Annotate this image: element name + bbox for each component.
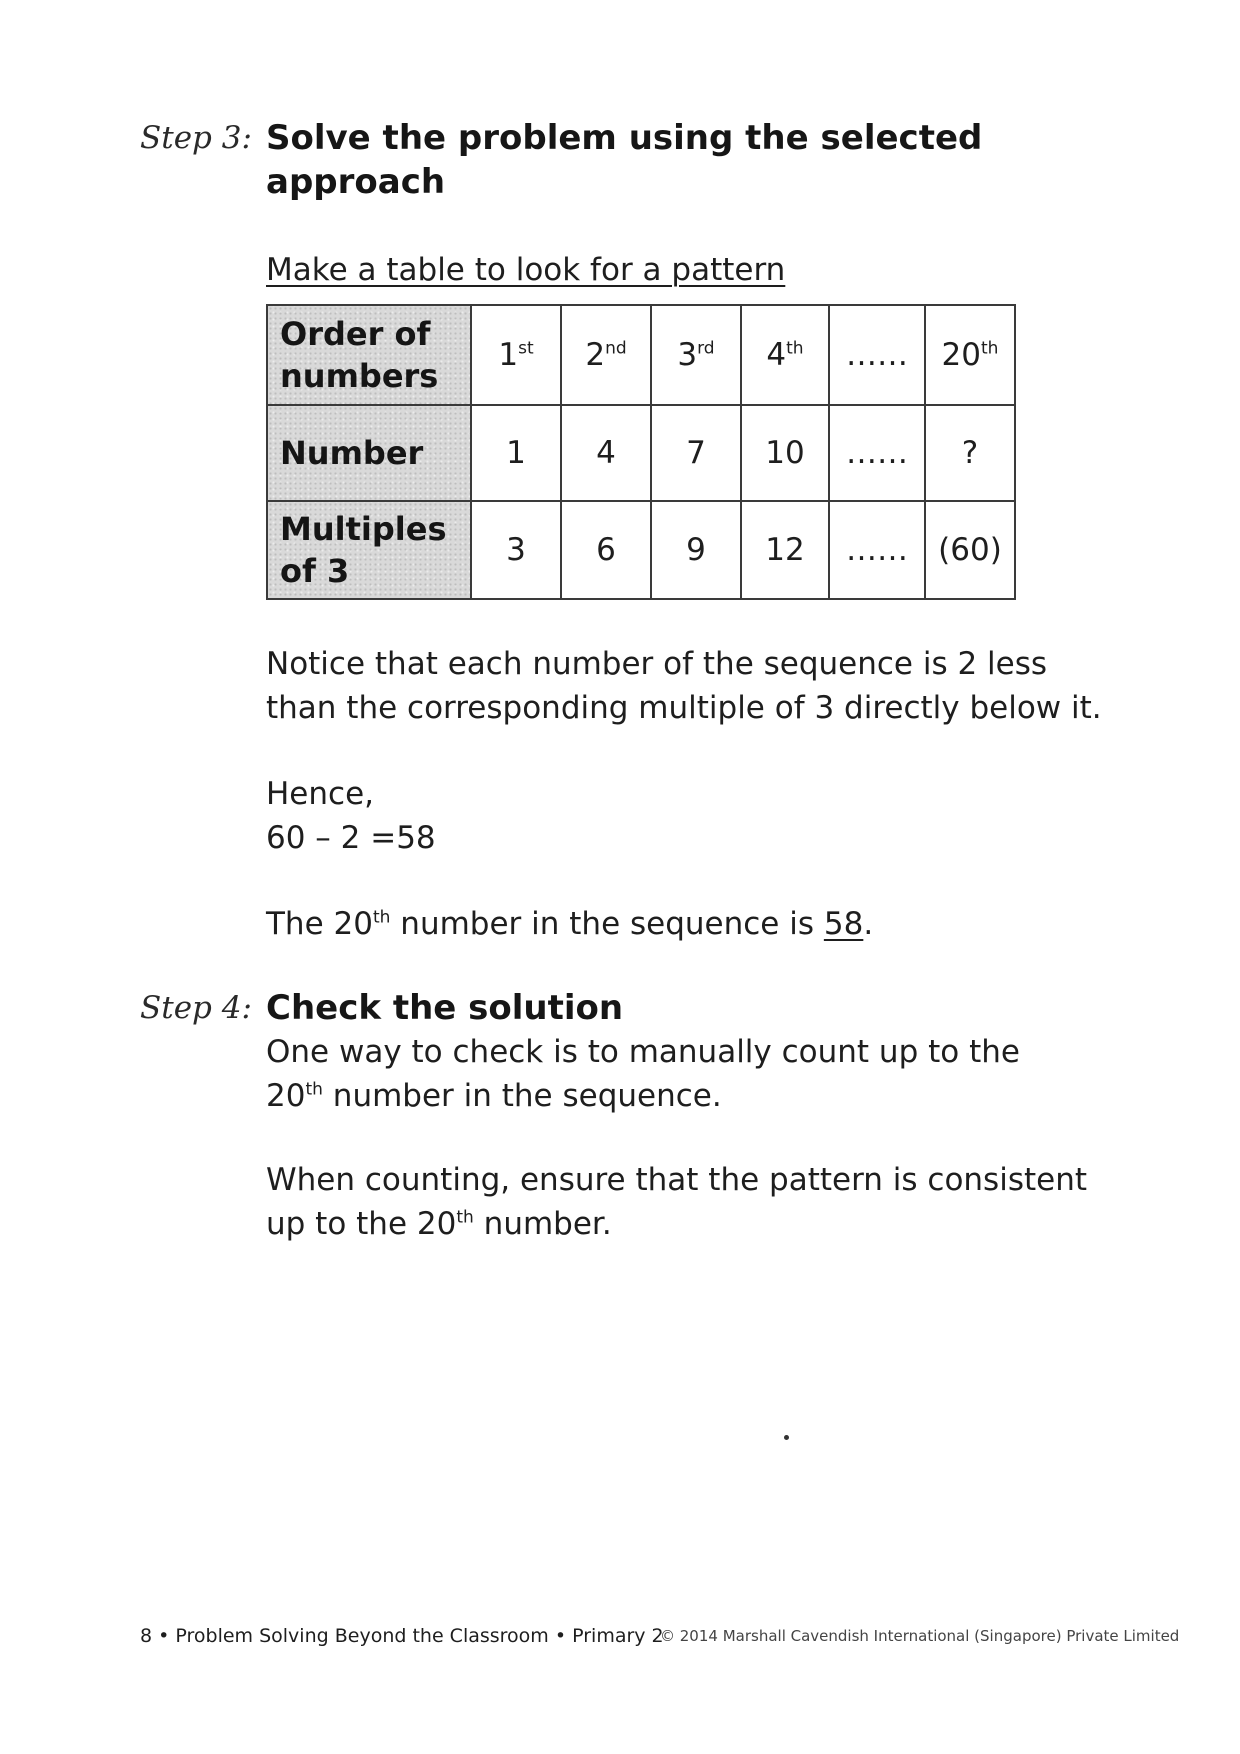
table-cell: 6: [561, 501, 651, 599]
row-header-line-1: Order of: [280, 315, 431, 353]
row-header-multiples: [267, 501, 471, 599]
step-3-label: Step 3:: [140, 120, 252, 156]
footer-copyright: © 2014 Marshall Cavendish International (Singapore) Private Limited: [660, 1627, 1180, 1645]
table-row-multiples: [267, 501, 1015, 599]
table-cell-ellipsis: ……: [829, 405, 925, 501]
table-cell-unknown: ?: [925, 405, 1015, 501]
row-header-line-1: Multiples: [280, 510, 447, 548]
table-row-number: [267, 405, 1015, 501]
answer-value: 58: [823, 906, 864, 942]
table-cell: 3: [471, 501, 561, 599]
table-cell: 12: [741, 501, 829, 599]
row-header-number: [267, 405, 471, 501]
table-cell: (60): [925, 501, 1015, 599]
step-4-heading: Check the solution: [266, 988, 624, 1028]
check-line-2: 20th number in the sequence.: [266, 1078, 722, 1114]
row-header-line-1: Number: [280, 434, 424, 472]
step-3-heading-line-1: Solve the problem using the selected: [266, 118, 983, 158]
counting-paragraph: [266, 1158, 1087, 1246]
table-cell: 4: [561, 405, 651, 501]
counting-line-1: When counting, ensure that the pattern is consistent: [266, 1162, 1088, 1198]
row-header-line-2: numbers: [280, 357, 439, 395]
footer-page-info: 8 • Problem Solving Beyond the Classroom • Primary 2: [140, 1625, 664, 1647]
stray-dot: [784, 1435, 789, 1440]
notice-line-2: than the corresponding multiple of 3 directly below it.: [266, 690, 1102, 726]
table-row-order: [267, 305, 1015, 405]
check-line-1: One way to check is to manually count up to the: [266, 1034, 1020, 1070]
hence-line-2: 60 – 2 =58: [266, 820, 436, 856]
notice-paragraph: [266, 642, 1102, 730]
row-header-line-2: of 3: [280, 552, 350, 590]
table-cell: 4th: [741, 305, 829, 405]
notice-line-1: Notice that each number of the sequence is 2 less: [266, 646, 1048, 682]
hence-block: [266, 772, 436, 860]
step-3-heading: [266, 116, 982, 204]
table-cell: 1: [471, 405, 561, 501]
table-cell: 20th: [925, 305, 1015, 405]
table-cell: 1st: [471, 305, 561, 405]
hence-line-1: Hence,: [266, 776, 375, 812]
table-cell: 3rd: [651, 305, 741, 405]
table-cell: 7: [651, 405, 741, 501]
answer-line: The 20th number in the sequence is 58.: [266, 906, 874, 942]
step-3-heading-line-2: approach: [266, 162, 446, 202]
check-paragraph: [266, 1030, 1020, 1118]
counting-line-2: up to the 20th number.: [266, 1206, 612, 1242]
table-cell: 9: [651, 501, 741, 599]
table-cell-ellipsis: ……: [829, 305, 925, 405]
sequence-table: [266, 304, 1016, 600]
table-cell: 10: [741, 405, 829, 501]
step-4-label: Step 4:: [140, 990, 252, 1026]
table-subheading: Make a table to look for a pattern: [266, 252, 786, 288]
row-header-order: [267, 305, 471, 405]
table-cell: 2nd: [561, 305, 651, 405]
table-cell-ellipsis: ……: [829, 501, 925, 599]
